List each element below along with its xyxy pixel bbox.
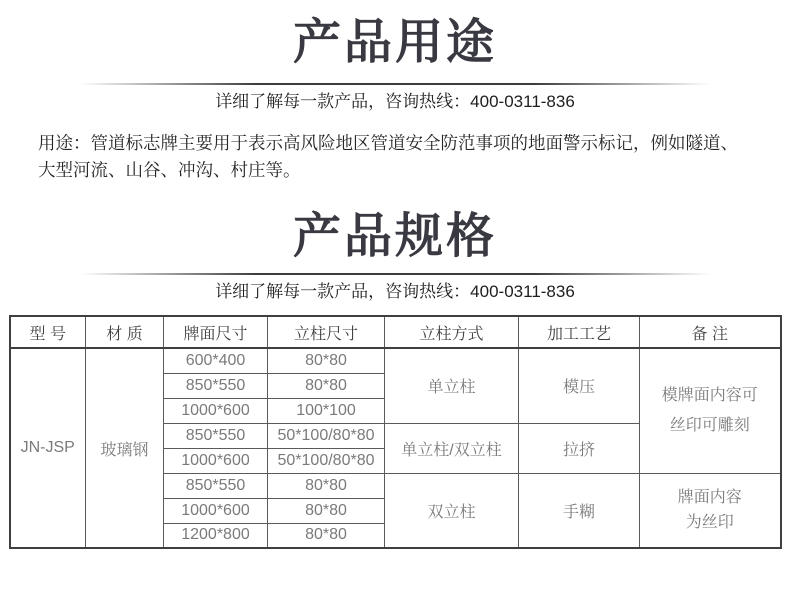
post-size-cell: 50*100/80*80 xyxy=(268,448,385,473)
remark-line: 为丝印 xyxy=(685,514,734,532)
panel-size-cell: 1000*600 xyxy=(164,398,268,423)
gradient-divider xyxy=(80,273,710,275)
usage-section-title: 产品用途 xyxy=(292,16,497,69)
panel-size-cell: 600*400 xyxy=(164,348,268,373)
process-cell: 手糊 xyxy=(519,473,640,548)
post-size-cell: 50*100/80*80 xyxy=(268,423,385,448)
post-type-cell: 单立柱/双立柱 xyxy=(385,423,519,473)
process-cell: 模压 xyxy=(519,348,640,423)
header-post-type: 立柱方式 xyxy=(385,316,519,348)
post-size-cell: 80*80 xyxy=(268,523,385,548)
post-size-cell: 80*80 xyxy=(268,373,385,398)
header-material: 材 质 xyxy=(86,316,164,348)
panel-size-cell: 1200*800 xyxy=(164,523,268,548)
post-type-cell: 双立柱 xyxy=(385,473,519,548)
header-process: 加工工艺 xyxy=(519,316,640,348)
remark-line: 模牌面内容可 xyxy=(661,386,758,404)
table-row xyxy=(10,348,781,373)
header-remark: 备 注 xyxy=(640,316,781,348)
gradient-divider xyxy=(80,83,710,85)
panel-size-cell: 1000*600 xyxy=(164,498,268,523)
header-post-size: 立柱尺寸 xyxy=(268,316,385,348)
process-cell: 拉挤 xyxy=(519,423,640,473)
post-size-cell: 80*80 xyxy=(268,473,385,498)
table-header-row xyxy=(10,316,781,348)
header-panel-size: 牌面尺寸 xyxy=(164,316,268,348)
remark-line: 丝印可雕刻 xyxy=(669,416,750,434)
panel-size-cell: 850*550 xyxy=(164,373,268,398)
post-size-cell: 100*100 xyxy=(268,398,385,423)
panel-size-cell: 850*550 xyxy=(164,423,268,448)
post-size-cell: 80*80 xyxy=(268,348,385,373)
panel-size-cell: 850*550 xyxy=(164,473,268,498)
header-model: 型 号 xyxy=(10,316,86,348)
usage-description: 用途：管道标志牌主要用于表示高风险地区管道安全防范事项的地面警示标记，例如隧道、大型河流、山谷、冲沟、村庄等。 xyxy=(38,133,738,180)
specs-hotline-subtitle: 详细了解每一款产品，咨询热线：400-0311-836 xyxy=(215,282,575,301)
remark-cell xyxy=(640,348,781,473)
panel-size-cell: 1000*600 xyxy=(164,448,268,473)
remark-cell xyxy=(640,473,781,548)
material-cell: 玻璃钢 xyxy=(86,348,164,548)
model-cell: JN-JSP xyxy=(10,348,86,548)
post-size-cell: 80*80 xyxy=(268,498,385,523)
post-type-cell: 单立柱 xyxy=(385,348,519,423)
specs-table xyxy=(9,315,782,549)
specs-section-title: 产品规格 xyxy=(292,210,497,263)
remark-line: 牌面内容 xyxy=(677,489,742,507)
usage-hotline-subtitle: 详细了解每一款产品，咨询热线：400-0311-836 xyxy=(215,92,575,111)
